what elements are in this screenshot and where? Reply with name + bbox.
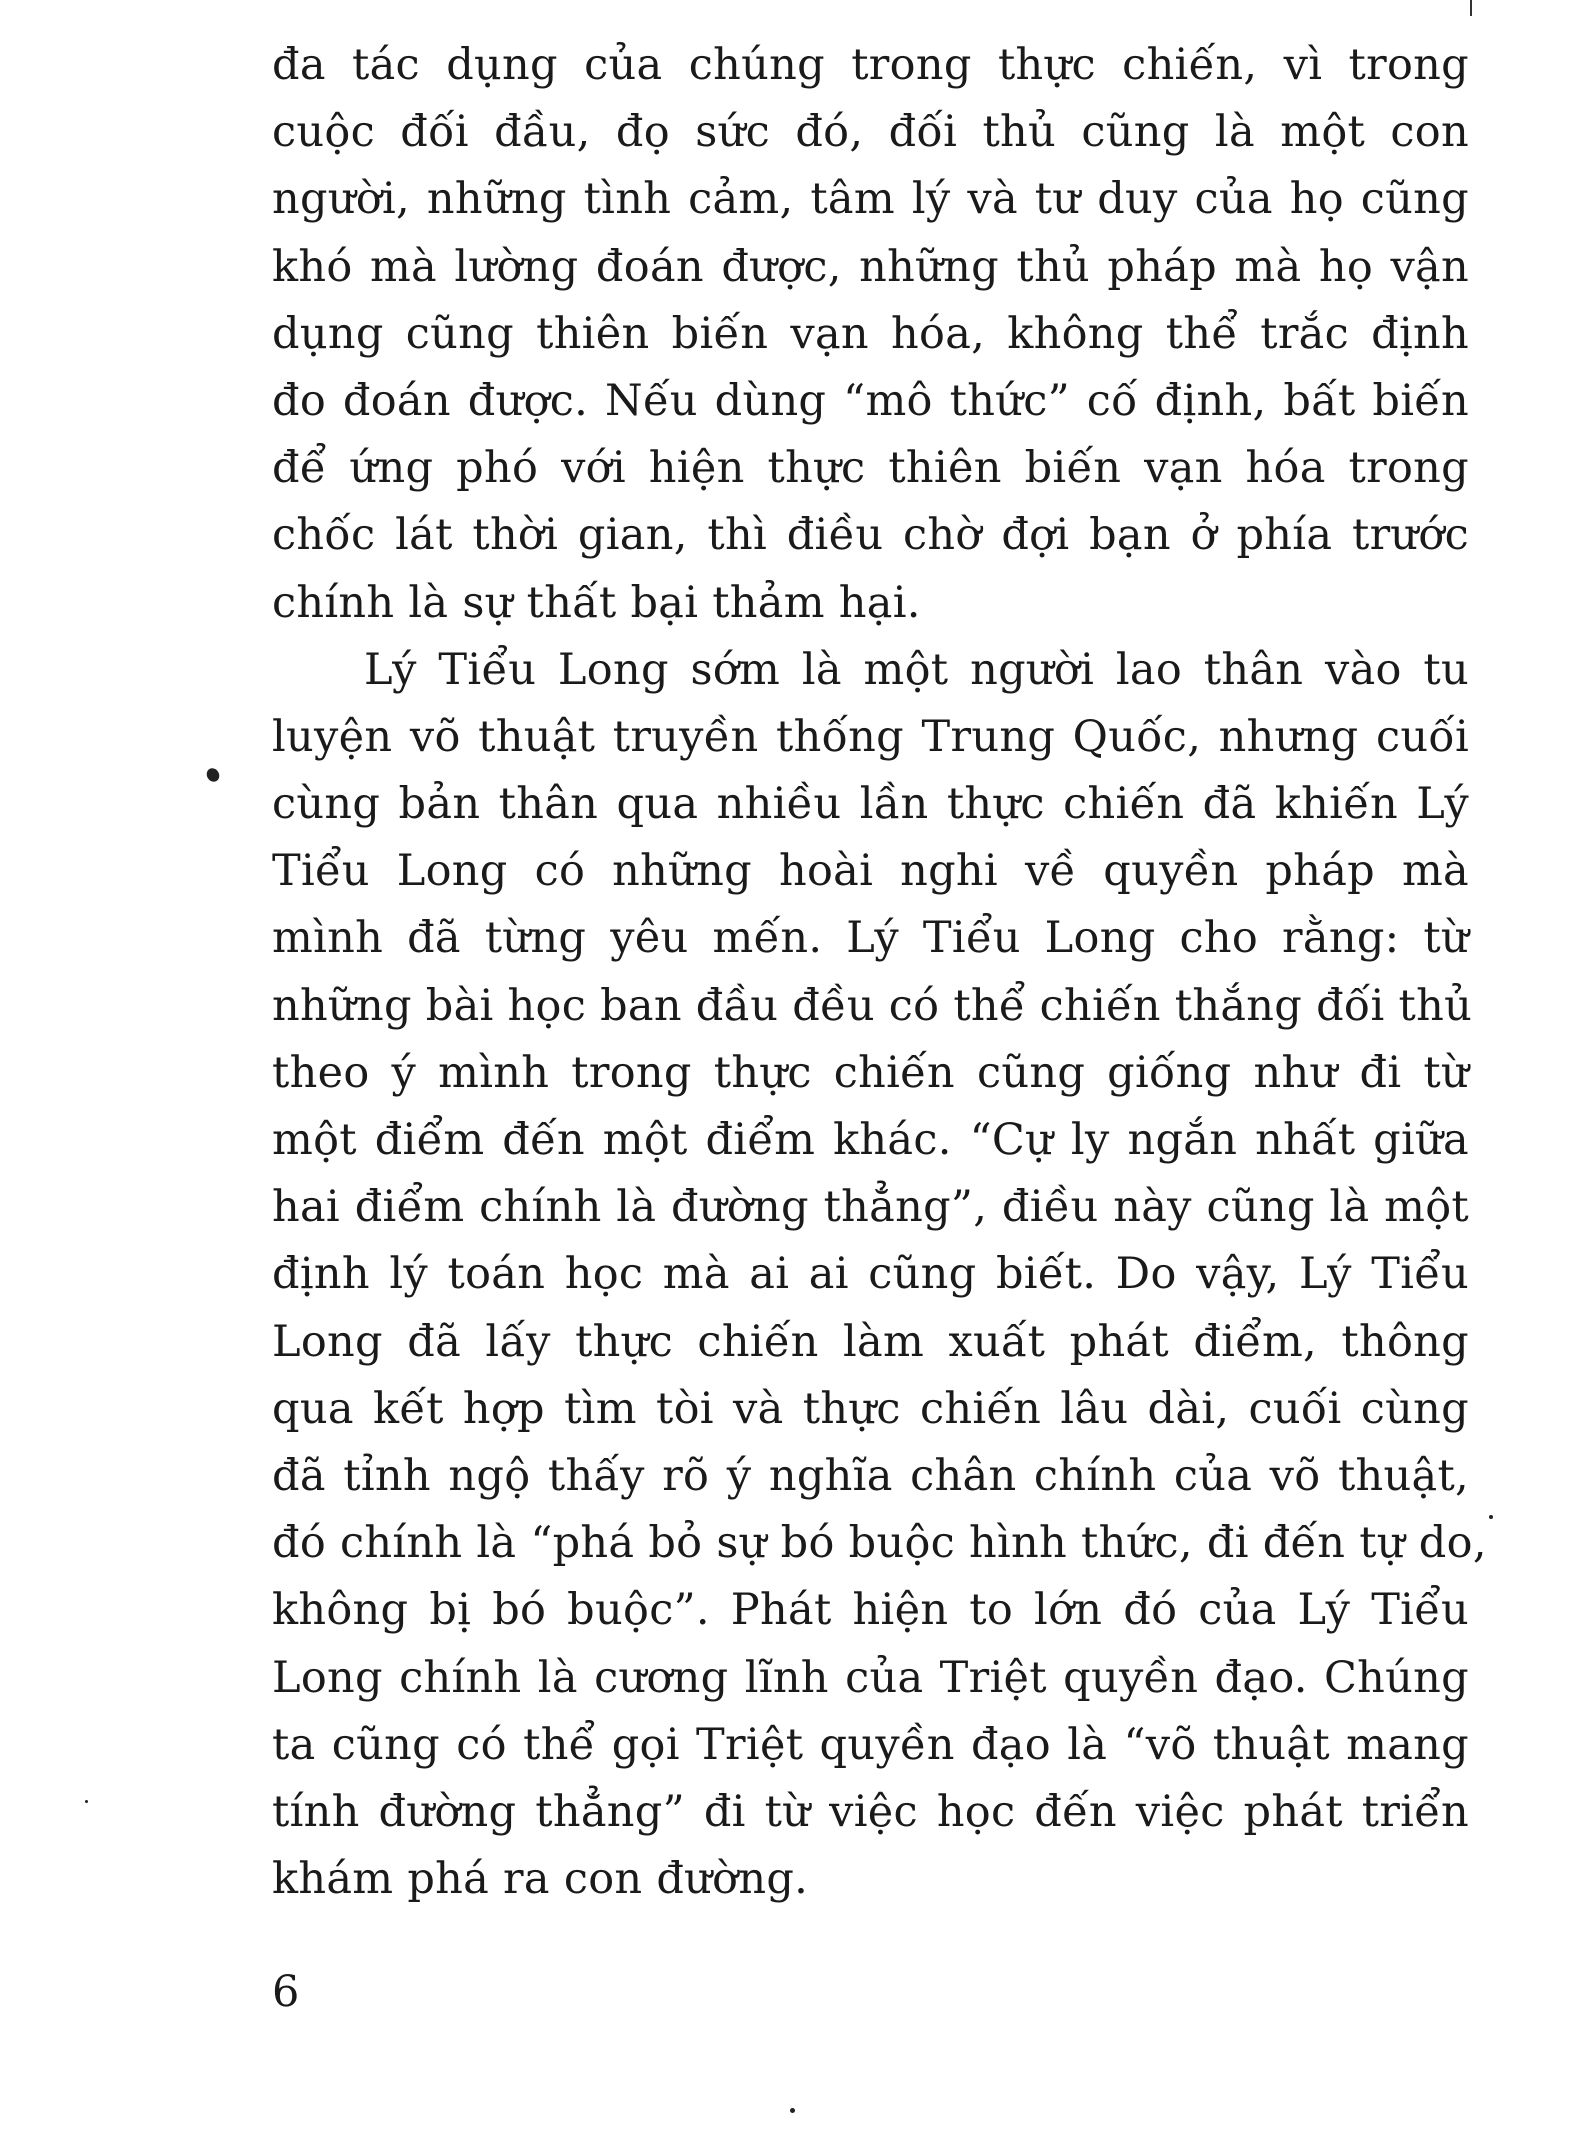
text-line: qua kết hợp tìm tòi và thực chiến lâu dài, cuối cùng (272, 1383, 1469, 1434)
text-line: theo ý mình trong thực chiến cũng giống như đi từ (272, 1047, 1469, 1098)
scan-edge-mark (1470, 0, 1472, 16)
page-number: 6 (272, 1967, 300, 2017)
text-line: đó chính là “phá bỏ sự bó buộc hình thức, đi đến tự do, (272, 1518, 1487, 1569)
body-text (272, 32, 1487, 1913)
text-line: tính đường thẳng” đi từ việc học đến việc phát triển (272, 1786, 1469, 1837)
scan-speck (204, 766, 221, 784)
text-line: Long đã lấy thực chiến làm xuất phát điểm, thông (272, 1316, 1469, 1367)
text-line: để ứng phó với hiện thực thiên biến vạn hóa trong (272, 443, 1469, 494)
text-line: định lý toán học mà ai ai cũng biết. Do vậy, Lý Tiểu (272, 1249, 1469, 1300)
text-line: Lý Tiểu Long sớm là một người lao thân vào tu (364, 644, 1469, 695)
text-line: Long chính là cương lĩnh của Triệt quyền đạo. Chúng (272, 1652, 1469, 1703)
text-line: cuộc đối đầu, đọ sức đó, đối thủ cũng là một con (272, 107, 1469, 158)
text-line: đo đoán được. Nếu dùng “mô thức” cố định, bất biến (272, 375, 1469, 426)
text-line: khó mà lường đoán được, những thủ pháp mà họ vận (272, 241, 1469, 292)
text-line: những bài học ban đầu đều có thể chiến thắng đối thủ (272, 980, 1473, 1031)
text-line: dụng cũng thiên biến vạn hóa, không thể trắc định (272, 308, 1469, 359)
text-line: luyện võ thuật truyền thống Trung Quốc, nhưng cuối (272, 711, 1469, 762)
scan-speck (790, 2108, 795, 2113)
text-line: Tiểu Long có những hoài nghi về quyền pháp mà (272, 846, 1469, 897)
text-line: chính là sự thất bại thảm hại. (272, 577, 921, 628)
text-line: ta cũng có thể gọi Triệt quyền đạo là “võ thuật mang (272, 1719, 1469, 1770)
paragraph-2 (272, 637, 1487, 1914)
scan-speck (85, 1800, 88, 1803)
text-line: người, những tình cảm, tâm lý và tư duy của họ cũng (272, 174, 1469, 225)
text-line: cùng bản thân qua nhiều lần thực chiến đã khiến Lý (272, 779, 1469, 830)
text-line: một điểm đến một điểm khác. “Cự ly ngắn nhất giữa (272, 1115, 1469, 1165)
text-line: hai điểm chính là đường thẳng”, điều này cũng là một (272, 1182, 1469, 1233)
text-line: không bị bó buộc”. Phát hiện to lớn đó của Lý Tiểu (272, 1585, 1469, 1636)
text-line: mình đã từng yêu mến. Lý Tiểu Long cho rằng: từ (272, 913, 1469, 964)
text-line: chốc lát thời gian, thì điều chờ đợi bạn ở phía trước (272, 510, 1469, 561)
text-line: đã tỉnh ngộ thấy rõ ý nghĩa chân chính của võ thuật, (272, 1450, 1469, 1501)
paragraph-1 (272, 32, 1469, 637)
text-line: khám phá ra con đường. (272, 1854, 809, 1905)
scan-speck (1489, 1515, 1493, 1519)
text-line: đa tác dụng của chúng trong thực chiến, vì trong (272, 40, 1469, 90)
